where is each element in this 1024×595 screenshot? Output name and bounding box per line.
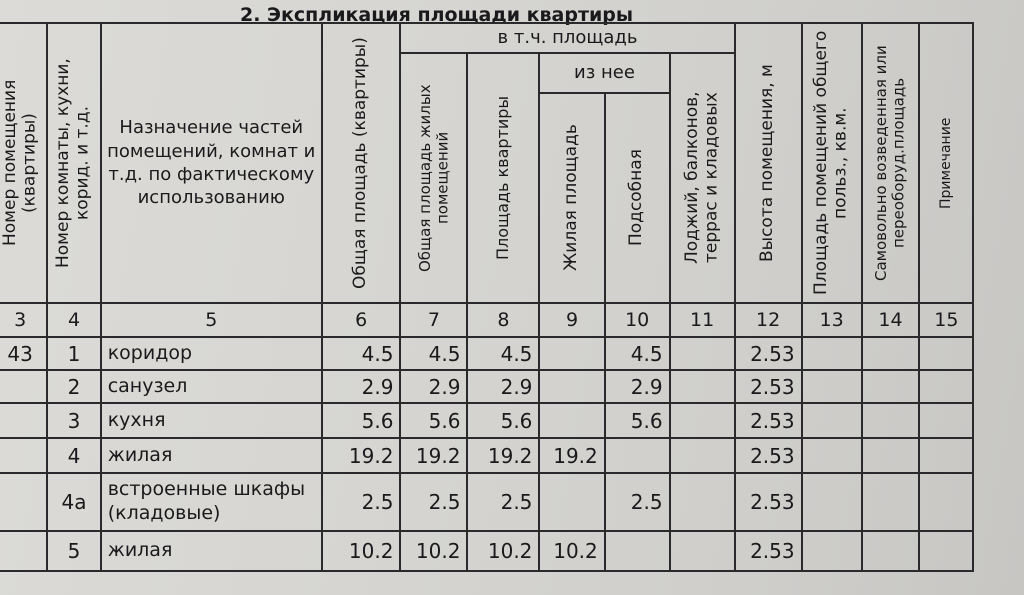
header-col-6: Общая площадь (квартиры) [322,23,401,303]
loggia-area [670,438,735,473]
room-purpose: коридор [101,337,322,370]
total-living-rooms-area: 2.9 [400,370,467,403]
header-col-12: Высота помещения, м [735,23,802,303]
room-height: 2.53 [735,403,802,438]
table-row [0,370,1015,403]
total-area: 4.5 [322,337,401,370]
header-col-7: Общая площадь жилых помещений [400,53,467,303]
apartment-number [0,473,47,531]
room-number: 2 [47,370,100,403]
apartment-area: 19.2 [467,438,539,473]
column-number-row [0,303,1015,337]
auxiliary-area: 5.6 [605,403,670,438]
header-col-8: Площадь квартиры [467,53,539,303]
room-purpose: жилая [101,438,322,473]
col-num-7: 7 [400,303,467,337]
table-row [0,337,1015,370]
note [919,370,973,403]
common-use-area [802,403,862,438]
auxiliary-area: 2.9 [605,370,670,403]
loggia-area [670,531,735,571]
total-area: 19.2 [322,438,401,473]
table-row [0,438,1015,473]
common-use-area [802,370,862,403]
header-col-10: Подсобная [605,93,670,303]
total-living-rooms-area: 4.5 [400,337,467,370]
col-num-4: 4 [47,303,100,337]
header-col-4: Номер комнаты, кухни, корид. и т.д. [47,23,100,303]
auxiliary-area [605,531,670,571]
note [919,337,973,370]
apartment-area: 4.5 [467,337,539,370]
total-living-rooms-area: 19.2 [400,438,467,473]
total-living-rooms-area: 2.5 [400,473,467,531]
apartment-area: 2.9 [467,370,539,403]
loggia-area [670,370,735,403]
room-height: 2.53 [735,531,802,571]
total-living-rooms-area: 5.6 [400,403,467,438]
header-group-of-which: из нее [539,53,669,93]
loggia-area [670,473,735,531]
room-purpose: встроенные шкафы (кладовые) [101,473,322,531]
header-group-including: в т.ч. площадь [400,23,734,53]
room-height: 2.53 [735,337,802,370]
room-height: 2.53 [735,438,802,473]
loggia-area [670,337,735,370]
unauthorized-area [862,403,920,438]
col-num-15: 15 [919,303,973,337]
header-col-5: Назначение частей помещений, комнат и т.д. по фактическому использованию [101,23,322,303]
room-purpose: санузел [101,370,322,403]
explication-table [0,22,1016,572]
col-num-6: 6 [322,303,401,337]
room-purpose: жилая [101,531,322,571]
col-num-11: 11 [670,303,735,337]
col-num-14: 14 [862,303,920,337]
unauthorized-area [862,370,920,403]
note [919,438,973,473]
table-row [0,531,1015,571]
total-area: 2.9 [322,370,401,403]
apartment-area: 2.5 [467,473,539,531]
apartment-number: 43 [0,337,47,370]
unauthorized-area [862,473,920,531]
room-height: 2.53 [735,370,802,403]
header-col-9: Жилая площадь [539,93,604,303]
total-living-rooms-area: 10.2 [400,531,467,571]
unauthorized-area [862,438,920,473]
col-num-3: 3 [0,303,47,337]
apartment-number [0,438,47,473]
living-area: 10.2 [539,531,604,571]
auxiliary-area [605,438,670,473]
apartment-number [0,403,47,438]
living-area: 19.2 [539,438,604,473]
note [919,473,973,531]
room-purpose: кухня [101,403,322,438]
common-use-area [802,337,862,370]
header-col-13: Площадь помещений общего польз., кв.м. [802,23,862,303]
loggia-area [670,403,735,438]
header-col-15: Примечание [919,23,973,303]
document-title: 2. Экспликация площади квартиры [240,4,634,26]
total-area: 10.2 [322,531,401,571]
total-area: 2.5 [322,473,401,531]
living-area [539,403,604,438]
unauthorized-area [862,337,920,370]
common-use-area [802,438,862,473]
header-col-11: Лоджий, балконов, террас и кладовых [670,53,735,303]
unauthorized-area [862,531,920,571]
note [919,403,973,438]
room-height: 2.53 [735,473,802,531]
room-number: 4а [47,473,100,531]
living-area [539,337,604,370]
room-number: 1 [47,337,100,370]
total-area: 5.6 [322,403,401,438]
header-col-3: Номер помещения (квартиры) [0,23,47,303]
room-number: 5 [47,531,100,571]
apartment-number [0,531,47,571]
room-number: 4 [47,438,100,473]
col-num-12: 12 [735,303,802,337]
table-row [0,473,1015,531]
auxiliary-area: 4.5 [605,337,670,370]
apartment-area: 10.2 [467,531,539,571]
auxiliary-area: 2.5 [605,473,670,531]
note [919,531,973,571]
room-number: 3 [47,403,100,438]
header-col-14: Самовольно возведенная или переоборуд.площадь [862,23,920,303]
col-num-13: 13 [802,303,862,337]
table-row [0,403,1015,438]
apartment-number [0,370,47,403]
col-num-10: 10 [605,303,670,337]
col-num-8: 8 [467,303,539,337]
common-use-area [802,531,862,571]
apartment-area: 5.6 [467,403,539,438]
living-area [539,370,604,403]
col-num-5: 5 [101,303,322,337]
col-num-9: 9 [539,303,604,337]
common-use-area [802,473,862,531]
living-area [539,473,604,531]
